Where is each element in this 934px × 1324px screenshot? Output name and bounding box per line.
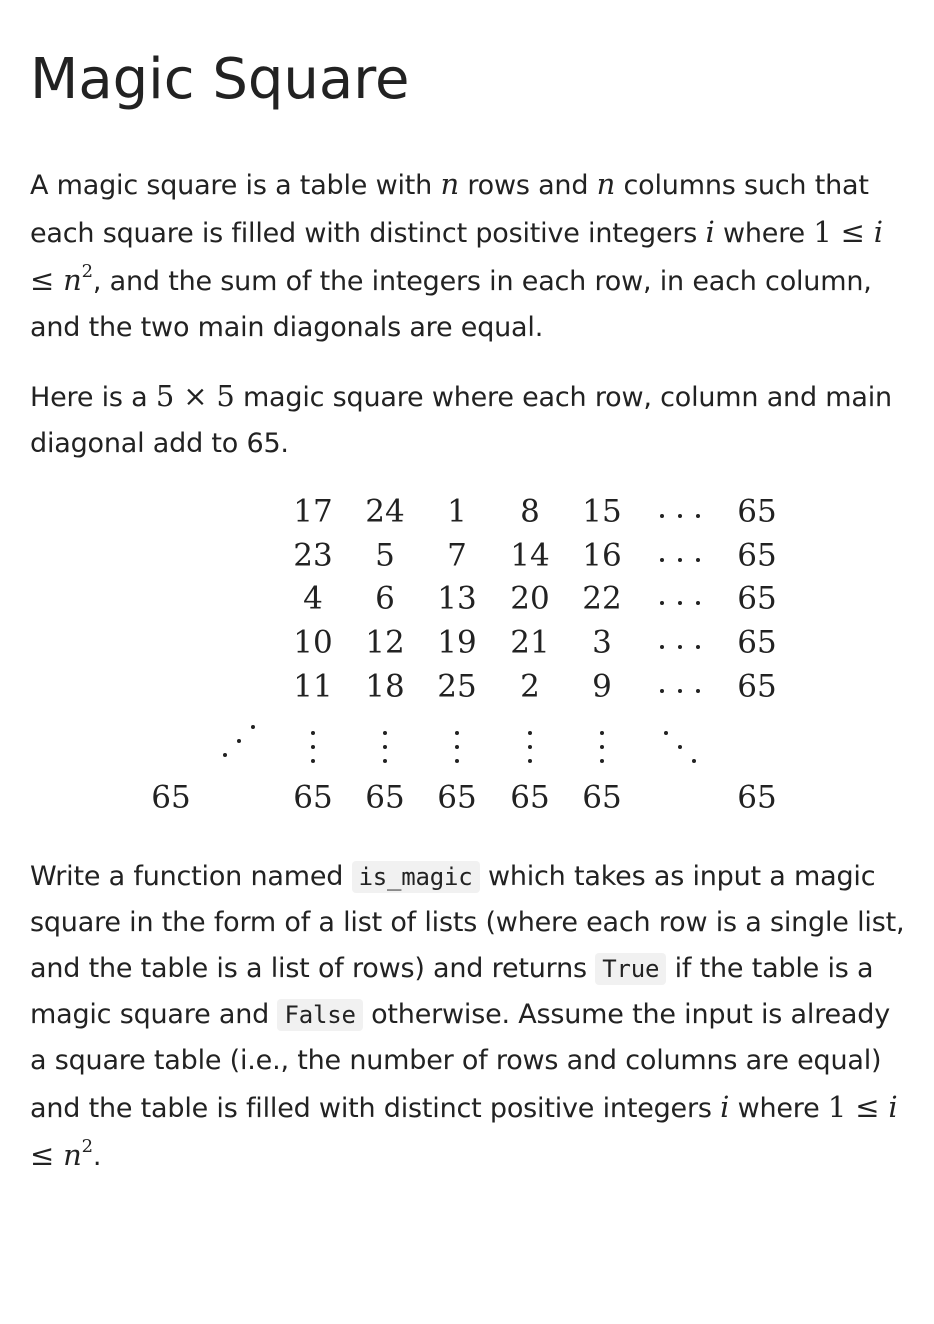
horizontal-ellipsis	[659, 644, 701, 650]
task-text: .	[92, 1141, 102, 1172]
diagonal-ellipsis	[662, 729, 698, 765]
math-i: i	[705, 215, 715, 249]
matrix-cell: 1	[447, 493, 467, 530]
math-le: ≤	[30, 263, 64, 297]
vertical-ellipsis	[454, 729, 460, 765]
matrix-cell: 25	[437, 668, 477, 705]
matrix-cell: 5	[375, 537, 395, 574]
matrix-cell: 11	[293, 668, 333, 705]
vertical-ellipsis	[310, 729, 316, 765]
intro-text: A magic square is a table with	[30, 170, 441, 201]
math-n: n	[596, 167, 616, 201]
math-i: i	[888, 1090, 898, 1124]
horizontal-ellipsis	[659, 600, 701, 606]
math-times: ×	[174, 379, 217, 413]
math-i: i	[720, 1090, 730, 1124]
page-title: Magic Square	[30, 47, 410, 112]
vertical-ellipsis	[599, 729, 605, 765]
vertical-ellipsis	[382, 729, 388, 765]
matrix-cell: 20	[510, 580, 550, 617]
row-sum: 65	[737, 580, 777, 617]
task-text: which takes as input a magic square in the form of a list of lists (where each row is a single list, and the table is a list of rows) and returns	[30, 861, 905, 984]
horizontal-ellipsis	[659, 557, 701, 563]
matrix-cell: 19	[437, 624, 477, 661]
example-text: Here is a	[30, 382, 156, 413]
row-sum: 65	[737, 624, 777, 661]
task-text: where	[729, 1093, 828, 1124]
true-code: True	[595, 953, 666, 985]
matrix-cell: 15	[582, 493, 622, 530]
math-n: n	[63, 1138, 82, 1172]
column-sum: 65	[365, 779, 405, 816]
math-n: n	[440, 167, 459, 201]
matrix-cell: 13	[437, 580, 477, 617]
math-exponent: 2	[81, 1136, 93, 1157]
math-five: 5	[155, 379, 175, 413]
math-five: 5	[216, 379, 235, 413]
matrix-cell: 17	[293, 493, 333, 530]
function-name-code: is_magic	[352, 861, 480, 893]
math-n: n	[63, 263, 82, 297]
math-le: ≤	[30, 1138, 64, 1172]
matrix-cell: 23	[293, 537, 333, 574]
math-one: 1	[827, 1090, 847, 1124]
anti-diagonal-sum: 65	[151, 779, 191, 816]
matrix-cell: 6	[375, 580, 395, 617]
row-sum: 65	[737, 537, 777, 574]
matrix-cell: 22	[582, 580, 622, 617]
anti-diagonal-ellipsis	[221, 723, 257, 759]
task-text: if the table is a magic square and	[30, 953, 874, 1030]
column-sum: 65	[293, 779, 333, 816]
row-sum: 65	[737, 668, 777, 705]
example-text: magic square where each row, column and main diagonal add to 65.	[30, 382, 892, 459]
matrix-cell: 7	[447, 537, 467, 574]
matrix-cell: 8	[520, 493, 540, 530]
column-sum: 65	[510, 779, 550, 816]
matrix-cell: 10	[293, 624, 333, 661]
matrix-cell: 24	[365, 493, 405, 530]
matrix-cell: 4	[303, 580, 323, 617]
matrix-cell: 9	[592, 668, 612, 705]
false-code: False	[277, 999, 362, 1031]
vertical-ellipsis	[527, 729, 533, 765]
math-i: i	[873, 215, 883, 249]
intro-text: where	[714, 218, 814, 249]
column-sum: 65	[437, 779, 477, 816]
task-text: otherwise. Assume the input is already a square table (i.e., the number of rows and columns are equal) and the table is filled with distinct positive integers	[30, 999, 890, 1124]
column-sum: 65	[582, 779, 622, 816]
matrix-cell: 18	[365, 668, 405, 705]
task-text: Write a function named	[30, 861, 352, 892]
matrix-cell: 21	[510, 624, 550, 661]
matrix-cell: 16	[582, 537, 622, 574]
row-sum: 65	[737, 493, 777, 530]
intro-text: , and the sum of the integers in each row, in each column, and the two main diagonals are equal.	[30, 266, 872, 343]
math-le: ≤	[846, 1090, 889, 1124]
matrix-cell: 12	[365, 624, 405, 661]
intro-text: rows and	[458, 170, 597, 201]
matrix-cell: 2	[520, 668, 540, 705]
matrix-cell: 3	[592, 624, 612, 661]
intro-text: columns such that each square is filled with distinct positive integers	[30, 170, 869, 249]
math-one: 1	[813, 215, 832, 249]
matrix-cell: 14	[510, 537, 550, 574]
math-exponent: 2	[81, 261, 93, 282]
horizontal-ellipsis	[659, 688, 701, 694]
horizontal-ellipsis	[659, 513, 701, 519]
main-diagonal-sum: 65	[737, 779, 777, 816]
math-le: ≤	[831, 215, 874, 249]
task-paragraph	[30, 854, 910, 1180]
